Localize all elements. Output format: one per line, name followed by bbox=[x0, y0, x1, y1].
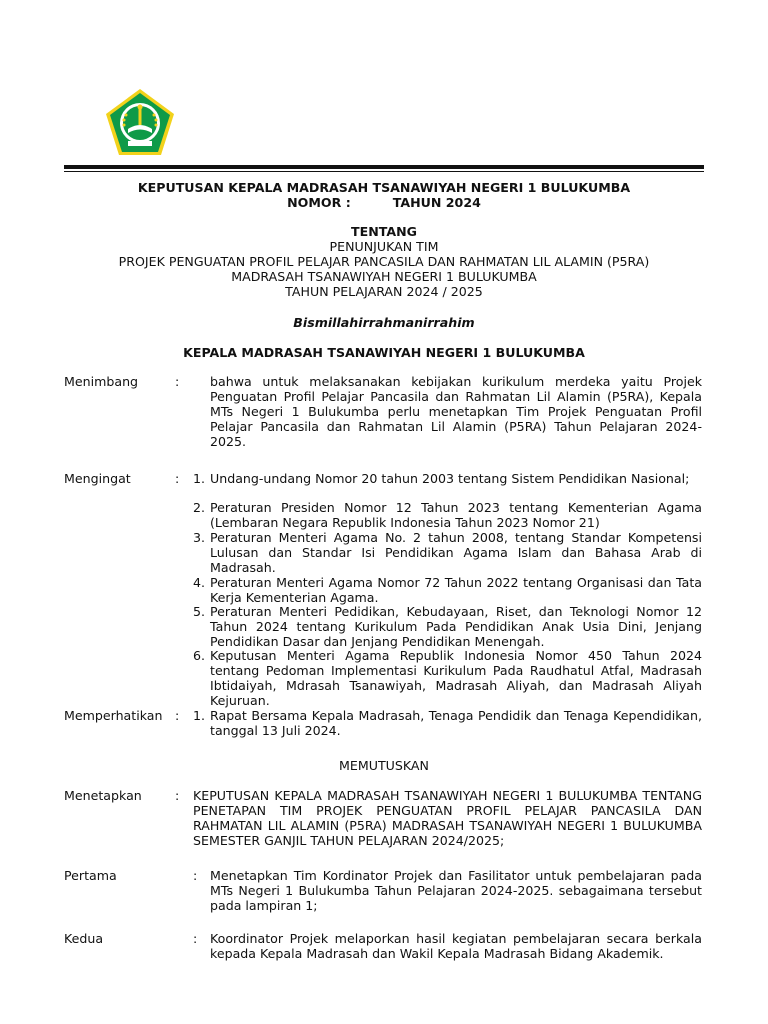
kedua-label: Kedua bbox=[64, 931, 104, 946]
menetapkan-colon: : bbox=[175, 788, 180, 803]
menetapkan-text: KEPUTUSAN KEPALA MADRASAH TSANAWIYAH NEGERI 1 BULUKUMBA TENTANG PENETAPAN TIM PROJEK PENGUATAN PROFIL PELAJAR PANCASILA DAN RAHMATAN LIL ALAMIN (P5RA) MADRASAH TSANAWIYAH NEGERI 1 BULUKUMBA SEMESTER GANJIL TAHUN PELAJARAN 2024/2025; bbox=[193, 788, 702, 848]
memutuskan-heading: MEMUTUSKAN bbox=[339, 758, 429, 773]
tentang-heading: TENTANG bbox=[351, 224, 417, 239]
kedua-colon: : bbox=[193, 931, 198, 946]
menimbang-colon: : bbox=[175, 374, 180, 389]
mengingat-item-4: Peraturan Menteri Agama Nomor 72 Tahun 2022 tentang Organisasi dan Tata Kerja Kementerian Agama. bbox=[210, 575, 702, 605]
authority-heading: KEPALA MADRASAH TSANAWIYAH NEGERI 1 BULUKUMBA bbox=[183, 345, 585, 360]
pertama-text: Menetapkan Tim Kordinator Projek dan Fasilitator untuk pembelajaran pada MTs Negeri 1 Bulukumba Tahun Pelajaran 2024-2025. sebagaimana tersebut pada lampiran 1; bbox=[210, 868, 702, 913]
pertama-colon: : bbox=[193, 868, 198, 883]
memperhatikan-label: Memperhatikan bbox=[64, 708, 163, 723]
kemenag-logo bbox=[104, 87, 176, 159]
mengingat-item-1: Undang-undang Nomor 20 tahun 2003 tentang Sistem Pendidikan Nasional; bbox=[210, 471, 690, 486]
mengingat-num-1: 1. bbox=[193, 471, 206, 486]
mengingat-num-6: 6. bbox=[193, 648, 206, 663]
bismillah: Bismillahirrahmanirrahim bbox=[293, 315, 475, 330]
mengingat-item-2: Peraturan Presiden Nomor 12 Tahun 2023 tentang Kementerian Agama (Lembaran Negara Republik Indonesia Tahun 2023 Nomor 21) bbox=[210, 500, 702, 530]
memperhatikan-item-1: Rapat Bersama Kepala Madrasah, Tenaga Pendidik dan Tenaga Kependidikan, tanggal 13 Juli 2024. bbox=[210, 708, 702, 738]
kedua-text: Koordinator Projek melaporkan hasil kegiatan pembelajaran secara berkala kepada Kepala Madrasah dan Wakil Kepala Madrasah Bidang Akademik. bbox=[210, 931, 702, 961]
header-rule-thin bbox=[64, 171, 704, 172]
subject-line-2: PROJEK PENGUATAN PROFIL PELAJAR PANCASILA DAN RAHMATAN LIL ALAMIN (P5RA) bbox=[118, 254, 650, 269]
memperhatikan-colon: : bbox=[175, 708, 180, 723]
menimbang-text: bahwa untuk melaksanakan kebijakan kurikulum merdeka yaitu Projek Penguatan Profil Pelajar Pancasila dan Rahmatan Lil Alamin (P5RA), Kepala MTs Negeri 1 Bulukumba perlu menetapkan Tim Projek Penguatan Profil Pelajar Pancasila dan Rahmatan Lil Alamin (P5RA) Tahun Pelajaran 2024-2025. bbox=[210, 374, 702, 449]
menetapkan-label: Menetapkan bbox=[64, 788, 142, 803]
decree-title: KEPUTUSAN KEPALA MADRASAH TSANAWIYAH NEGERI 1 BULUKUMBA bbox=[137, 180, 631, 195]
mengingat-num-2: 2. bbox=[193, 500, 206, 515]
memperhatikan-num-1: 1. bbox=[193, 708, 206, 723]
pertama-label: Pertama bbox=[64, 868, 117, 883]
header-rule-thick bbox=[64, 165, 704, 169]
mengingat-item-5: Peraturan Menteri Pedidikan, Kebudayaan, Riset, dan Teknologi Nomor 12 Tahun 2024 tentang Kurikulum Pada Pendidikan Anak Usia Dini, Jenjang Pendidikan Dasar dan Jenjang Pendidikan Menengah. bbox=[210, 604, 702, 649]
menimbang-label: Menimbang bbox=[64, 374, 139, 389]
mengingat-colon: : bbox=[175, 471, 180, 486]
mengingat-label: Mengingat bbox=[64, 471, 131, 486]
subject-line-4: TAHUN PELAJARAN 2024 / 2025 bbox=[285, 284, 483, 299]
mengingat-num-4: 4. bbox=[193, 575, 206, 590]
mengingat-item-6: Keputusan Menteri Agama Republik Indonesia Nomor 450 Tahun 2024 tentang Pedoman Implementasi Kurikulum Pada Raudhatul Atfal, Madrasah Ibtidaiyah, Mdrasah Tsanawiyah, Madrasah Aliyah, dan Madrasah Aliyah Kejuruan. bbox=[210, 648, 702, 708]
subject-line-1: PENUNJUKAN TIM bbox=[329, 239, 439, 254]
mengingat-num-3: 3. bbox=[193, 530, 206, 545]
mengingat-item-3: Peraturan Menteri Agama No. 2 tahun 2008, tentang Standar Kompetensi Lulusan dan Standar Isi Pendidikan Agama Islam dan Bahasa Arab di Madrasah. bbox=[210, 530, 702, 575]
subject-line-3: MADRASAH TSANAWIYAH NEGERI 1 BULUKUMBA bbox=[231, 269, 537, 284]
nomor-label: NOMOR : bbox=[287, 195, 351, 210]
mengingat-num-5: 5. bbox=[193, 604, 206, 619]
decree-number-line bbox=[64, 195, 704, 210]
tahun-label: TAHUN 2024 bbox=[392, 195, 481, 210]
